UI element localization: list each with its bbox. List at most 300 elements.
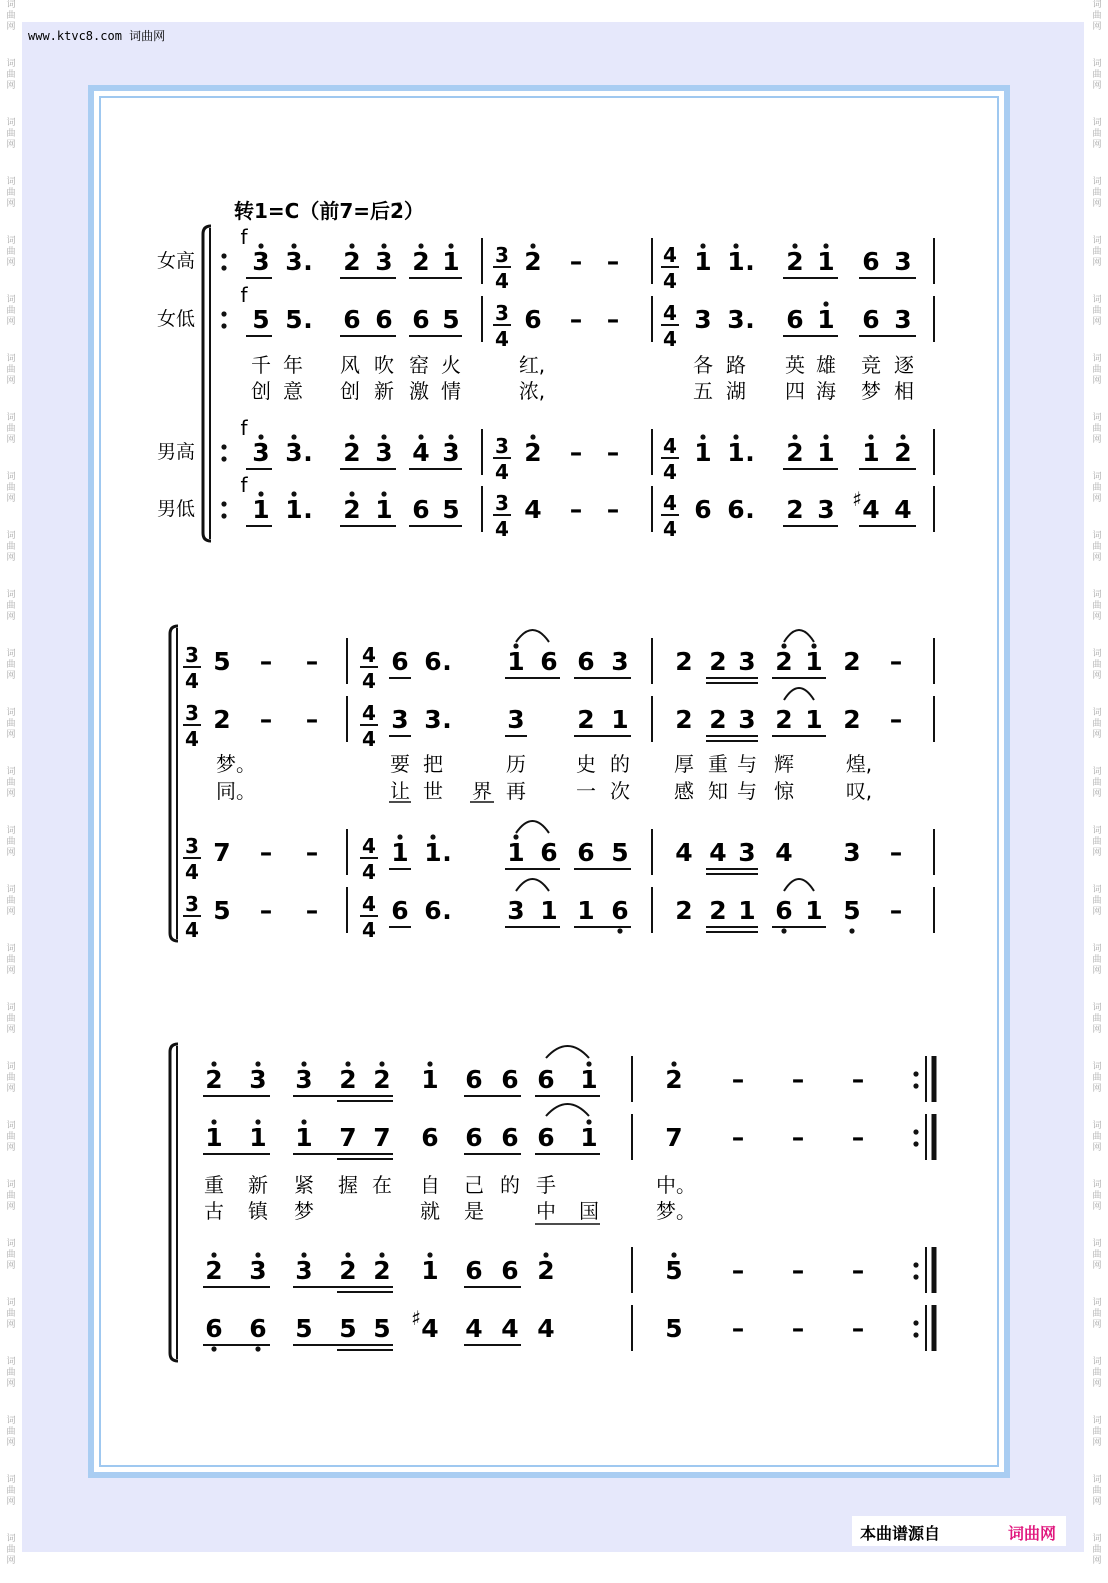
watermark-char: 词: [6, 177, 16, 187]
watermark-char: 词: [6, 118, 16, 128]
low-octave-dot: [617, 928, 622, 933]
note: 2: [339, 1065, 357, 1094]
part-label-alto: 女低: [157, 308, 196, 330]
lyric-verse1: 风: [340, 353, 360, 377]
note: 6: [611, 896, 629, 925]
bass-note: –: [606, 495, 620, 524]
soprano-note: 2: [524, 247, 542, 276]
lyric-verse2: 海: [816, 379, 836, 403]
watermark-char: 词: [1092, 708, 1102, 718]
lyric-verse2: 湖: [726, 379, 746, 403]
note: 7: [339, 1123, 357, 1152]
watermark-char: 网: [1092, 671, 1102, 681]
time-signature-bottom: 4: [663, 517, 677, 541]
lyric-verse1: 竞: [861, 353, 881, 377]
watermark-char: 曲: [1092, 70, 1102, 80]
note: 6: [421, 1123, 439, 1152]
lyric-verse1: 历: [506, 752, 526, 776]
watermark-char: 词: [6, 1416, 16, 1426]
lyric-verse2: 相: [894, 379, 914, 403]
time-signature-bottom: 4: [185, 918, 199, 942]
note: 7: [213, 838, 231, 867]
repeat-dot: [221, 456, 226, 461]
watermark-char: 网: [6, 848, 16, 858]
watermark-char: 网: [1092, 81, 1102, 91]
note: 4: [465, 1314, 483, 1343]
note: 2: [675, 705, 693, 734]
lyric-verse2: 四: [785, 379, 805, 403]
slur: [546, 1046, 589, 1058]
time-signature-bottom: 4: [185, 727, 199, 751]
time-signature-top: 3: [495, 243, 509, 267]
watermark-char: 曲: [6, 896, 16, 906]
watermark-char: 词: [6, 1298, 16, 1308]
bass-note: 1: [252, 495, 270, 524]
watermark-char: 网: [6, 376, 16, 386]
tenor-note: 1: [694, 438, 712, 467]
site-url[interactable]: www.ktvc8.com 词曲网: [28, 29, 166, 43]
time-signature-top: 3: [185, 643, 199, 667]
time-signature-bottom: 4: [495, 517, 509, 541]
note: 7: [665, 1123, 683, 1152]
watermark-char: 网: [1092, 1497, 1102, 1507]
lyric-verse2: 梦。: [656, 1199, 696, 1223]
watermark-char: 曲: [6, 11, 16, 21]
time-signature-top: 4: [362, 892, 376, 916]
time-signature-bottom: 4: [495, 460, 509, 484]
time-signature-bottom: 4: [362, 918, 376, 942]
watermark-char: 曲: [1092, 955, 1102, 965]
watermark-char: 网: [6, 966, 16, 976]
credit-label: 本曲谱源自: [860, 1524, 941, 1543]
low-octave-dot: [849, 928, 854, 933]
note: –: [259, 838, 273, 867]
note: –: [305, 896, 319, 925]
watermark-char: 词: [1092, 1180, 1102, 1190]
watermark-char: 词: [1092, 413, 1102, 423]
key-change: 转1=C（前7=后2̇）: [234, 199, 424, 223]
watermark-char: 词: [6, 1357, 16, 1367]
lyric-verse2: 中: [536, 1199, 556, 1223]
watermark-char: 网: [1092, 376, 1102, 386]
watermark-char: 曲: [6, 719, 16, 729]
watermark-char: 词: [6, 59, 16, 69]
note: 5: [213, 647, 231, 676]
watermark-char: 网: [6, 494, 16, 504]
note: 3: [295, 1256, 313, 1285]
note: 6: [465, 1256, 483, 1285]
watermark-char: 曲: [1092, 1368, 1102, 1378]
lyric-verse2: 创: [251, 379, 271, 403]
note: 4: [501, 1314, 519, 1343]
watermark-char: 网: [6, 317, 16, 327]
note: –: [851, 1065, 865, 1094]
lyric-verse2: 是: [464, 1199, 484, 1223]
tenor-note: 2: [786, 438, 804, 467]
watermark-char: 曲: [6, 483, 16, 493]
watermark-char: 词: [6, 0, 16, 10]
lyric-verse2: 知: [708, 779, 728, 803]
note: 1: [205, 1123, 223, 1152]
note: 6: [205, 1314, 223, 1343]
watermark-char: 网: [6, 1261, 16, 1271]
repeat-dot: [221, 501, 226, 506]
note: 4: [421, 1314, 439, 1343]
watermark-char: 词: [6, 295, 16, 305]
watermark-char: 词: [6, 1003, 16, 1013]
watermark-char: 词: [6, 472, 16, 482]
alto-note: 1: [817, 305, 835, 334]
alto-note: 6: [862, 305, 880, 334]
note: 6: [391, 647, 409, 676]
lyric-verse1: 路: [726, 353, 746, 377]
watermark-char: 网: [1092, 1084, 1102, 1094]
lyric-verse1: 窑: [409, 353, 429, 377]
bass-note: 4: [524, 495, 542, 524]
lyric-verse1: 吹: [374, 353, 394, 377]
note: 1: [580, 1065, 598, 1094]
note: 2: [373, 1065, 391, 1094]
soprano-note: 3: [285, 247, 303, 276]
low-octave-dot: [781, 928, 786, 933]
note: 2: [205, 1256, 223, 1285]
soprano-note: 6: [862, 247, 880, 276]
note: 5: [295, 1314, 313, 1343]
watermark-char: 曲: [1092, 837, 1102, 847]
note: 6: [465, 1065, 483, 1094]
lyric-verse2: 浓,: [518, 379, 546, 403]
watermark-char: 词: [1092, 236, 1102, 246]
repeat-dot: [221, 311, 226, 316]
note: 2: [213, 705, 231, 734]
note: –: [731, 1123, 745, 1152]
watermark-char: 曲: [1092, 306, 1102, 316]
lyric-verse1: 的: [500, 1173, 520, 1197]
soprano-note: 3: [894, 247, 912, 276]
alto-note: 6: [343, 305, 361, 334]
watermark-char: 网: [6, 553, 16, 563]
note: –: [851, 1256, 865, 1285]
repeat-dot: [913, 1274, 918, 1279]
watermark-char: 网: [1092, 1025, 1102, 1035]
time-signature-bottom: 4: [362, 727, 376, 751]
watermark-char: 网: [1092, 1202, 1102, 1212]
note: 6: [501, 1065, 519, 1094]
lyric-verse1: 要: [390, 752, 410, 776]
lyric-verse1: 千: [251, 353, 271, 377]
note: 2: [577, 705, 595, 734]
soprano-note: –: [569, 247, 583, 276]
watermark-char: 网: [1092, 1556, 1102, 1566]
tenor-note: –: [606, 438, 620, 467]
bass-note: 6: [412, 495, 430, 524]
watermark-char: 网: [1092, 966, 1102, 976]
watermark-char: 网: [1092, 258, 1102, 268]
note: 6: [775, 896, 793, 925]
watermark-char: 曲: [6, 1132, 16, 1142]
time-signature-top: 4: [362, 701, 376, 725]
watermark-char: 曲: [1092, 11, 1102, 21]
watermark-char: 曲: [6, 1073, 16, 1083]
watermark-char: 网: [1092, 1438, 1102, 1448]
watermark-char: 曲: [6, 365, 16, 375]
lyric-verse2: 情: [441, 379, 461, 403]
watermark-char: 词: [1092, 118, 1102, 128]
lyric-verse1: 红,: [518, 353, 546, 377]
watermark-char: 曲: [6, 1309, 16, 1319]
lyric-verse2: 国: [579, 1199, 599, 1223]
lyric-verse1: 新: [248, 1173, 268, 1197]
credit-logo[interactable]: 词曲网: [1008, 1524, 1057, 1543]
lyric-verse1: 辉: [774, 752, 794, 776]
time-signature-bottom: 4: [362, 669, 376, 693]
bass-note: 6: [694, 495, 712, 524]
watermark-char: 曲: [6, 1486, 16, 1496]
note: –: [791, 1256, 805, 1285]
note: 2: [775, 647, 793, 676]
watermark-char: 曲: [1092, 365, 1102, 375]
watermark-char: 曲: [6, 1427, 16, 1437]
augmentation-dot: .: [442, 838, 452, 867]
augmentation-dot: .: [442, 896, 452, 925]
watermark-char: 网: [1092, 907, 1102, 917]
alto-note: 6: [412, 305, 430, 334]
alto-note: 5: [252, 305, 270, 334]
repeat-dot: [221, 513, 226, 518]
lyric-verse1: 己: [464, 1173, 484, 1197]
note: 6: [465, 1123, 483, 1152]
note: 1: [540, 896, 558, 925]
repeat-dot: [913, 1332, 918, 1337]
watermark-char: 曲: [6, 424, 16, 434]
tenor-note: 3: [252, 438, 270, 467]
time-signature-bottom: 4: [663, 269, 677, 293]
note: 6: [540, 647, 558, 676]
tenor-note: 3: [442, 438, 460, 467]
watermark-char: 网: [6, 1143, 16, 1153]
lyric-verse2: 意: [283, 379, 303, 403]
watermark-char: 词: [1092, 177, 1102, 187]
repeat-dot: [221, 253, 226, 258]
note: 3: [249, 1256, 267, 1285]
alto-note: 3: [727, 305, 745, 334]
time-signature-bottom: 4: [495, 327, 509, 351]
tenor-note: 1: [817, 438, 835, 467]
tenor-note: 2: [894, 438, 912, 467]
note: 5: [611, 838, 629, 867]
watermark-char: 曲: [1092, 601, 1102, 611]
lyric-verse2: 一: [576, 779, 596, 803]
time-signature-top: 4: [663, 243, 677, 267]
watermark-char: 曲: [1092, 247, 1102, 257]
watermark-char: 网: [1092, 789, 1102, 799]
note: 3: [507, 705, 525, 734]
lyric-verse2: 新: [374, 379, 394, 403]
soprano-note: 1: [442, 247, 460, 276]
note: 1: [805, 647, 823, 676]
soprano-note: 3: [375, 247, 393, 276]
watermark-char: 曲: [1092, 188, 1102, 198]
time-signature-bottom: 4: [495, 269, 509, 293]
bass-note: 2: [786, 495, 804, 524]
lyric-verse1: 英: [785, 353, 805, 377]
watermark-char: 词: [1092, 1062, 1102, 1072]
watermark-char: 网: [6, 789, 16, 799]
alto-note: 6: [375, 305, 393, 334]
lyric-verse2: 梦: [861, 379, 881, 403]
note: 3: [249, 1065, 267, 1094]
note: 5: [665, 1256, 683, 1285]
watermark-char: 词: [1092, 1475, 1102, 1485]
note: 1: [507, 838, 525, 867]
alto-note: 6: [524, 305, 542, 334]
time-signature-top: 4: [663, 301, 677, 325]
watermark-char: 曲: [6, 837, 16, 847]
note: 6: [391, 896, 409, 925]
note: 3: [843, 838, 861, 867]
lyric-verse1: 的: [610, 752, 630, 776]
lyric-verse2: 激: [409, 379, 429, 403]
alto-note: 6: [786, 305, 804, 334]
watermark-char: 词: [1092, 1239, 1102, 1249]
tenor-note: 3: [375, 438, 393, 467]
watermark-char: 曲: [1092, 1073, 1102, 1083]
watermark-char: 曲: [6, 1191, 16, 1201]
part-label-tenor: 男高: [157, 441, 196, 463]
time-signature-top: 4: [362, 834, 376, 858]
watermark-char: 曲: [1092, 483, 1102, 493]
watermark-char: 网: [6, 199, 16, 209]
augmentation-dot: .: [303, 495, 313, 524]
bass-note: –: [569, 495, 583, 524]
watermark-char: 曲: [1092, 129, 1102, 139]
watermark-char: 网: [1092, 140, 1102, 150]
watermark-char: 网: [6, 1025, 16, 1035]
augmentation-dot: .: [303, 438, 313, 467]
note: 6: [249, 1314, 267, 1343]
note: 4: [709, 838, 727, 867]
tenor-note: –: [569, 438, 583, 467]
lyric-verse1: 握: [338, 1173, 358, 1197]
watermark-char: 词: [1092, 354, 1102, 364]
repeat-dot: [913, 1141, 918, 1146]
note: 3: [424, 705, 442, 734]
watermark-char: 词: [6, 649, 16, 659]
watermark-char: 网: [6, 612, 16, 622]
watermark-char: 词: [6, 531, 16, 541]
note: 1: [805, 896, 823, 925]
watermark-char: 词: [1092, 826, 1102, 836]
watermark-char: 网: [6, 907, 16, 917]
lyric-verse1: 手: [536, 1173, 556, 1197]
bass-note: 5: [442, 495, 460, 524]
note: 7: [373, 1123, 391, 1152]
note: –: [731, 1065, 745, 1094]
note: –: [259, 647, 273, 676]
note: –: [305, 838, 319, 867]
watermark-char: 词: [1092, 590, 1102, 600]
watermark-char: 曲: [6, 955, 16, 965]
note: 2: [843, 647, 861, 676]
note: 5: [843, 896, 861, 925]
watermark-char: 网: [6, 730, 16, 740]
repeat-dot: [913, 1071, 918, 1076]
lyric-verse2: 叹,: [845, 779, 873, 803]
alto-note: 3: [894, 305, 912, 334]
note: –: [731, 1256, 745, 1285]
note: 1: [577, 896, 595, 925]
lyric-verse2: 古: [204, 1199, 224, 1223]
time-signature-bottom: 4: [185, 860, 199, 884]
time-signature-top: 3: [185, 892, 199, 916]
alto-note: 3: [694, 305, 712, 334]
slur: [516, 879, 549, 891]
watermark-char: 词: [1092, 1357, 1102, 1367]
watermark-char: 曲: [1092, 719, 1102, 729]
lyric-verse2: 五: [693, 379, 713, 403]
note: 2: [537, 1256, 555, 1285]
low-octave-dot: [211, 1346, 216, 1351]
note: 1: [611, 705, 629, 734]
lyric-verse1: 中。: [656, 1173, 696, 1197]
note: 2: [675, 896, 693, 925]
note: 2: [775, 705, 793, 734]
watermark-char: 曲: [6, 247, 16, 257]
time-signature-top: 4: [663, 491, 677, 515]
repeat-dot: [221, 444, 226, 449]
tenor-note: 1: [862, 438, 880, 467]
repeat-dot: [913, 1262, 918, 1267]
watermark-char: 曲: [1092, 424, 1102, 434]
soprano-note: –: [606, 247, 620, 276]
watermark-char: 曲: [1092, 542, 1102, 552]
lyric-verse2: 世: [423, 779, 443, 803]
slur: [784, 688, 814, 700]
note: 6: [537, 1123, 555, 1152]
lyric-verse2: 就: [420, 1199, 440, 1223]
time-signature-top: 3: [495, 491, 509, 515]
note: 6: [577, 647, 595, 676]
watermark-char: 网: [6, 1438, 16, 1448]
lyric-verse2: 创: [340, 379, 360, 403]
watermark-char: 网: [6, 258, 16, 268]
watermark-char: 词: [1092, 531, 1102, 541]
watermark-char: 词: [6, 826, 16, 836]
note: 6: [577, 838, 595, 867]
watermark-char: 曲: [1092, 1486, 1102, 1496]
note: 6: [424, 647, 442, 676]
watermark-char: 曲: [6, 778, 16, 788]
soprano-note: 1: [694, 247, 712, 276]
time-signature-bottom: 4: [185, 669, 199, 693]
lyric-verse1: 自: [420, 1173, 440, 1197]
watermark-char: 词: [1092, 885, 1102, 895]
note: 1: [580, 1123, 598, 1152]
note: –: [851, 1123, 865, 1152]
augmentation-dot: .: [442, 647, 452, 676]
note: 2: [675, 647, 693, 676]
sharp-sign: ♯: [852, 487, 862, 511]
time-signature-bottom: 4: [362, 860, 376, 884]
lyric-verse1: 与: [737, 752, 757, 776]
alto-note: –: [569, 305, 583, 334]
lyric-verse1: 梦。: [216, 752, 256, 776]
watermark-char: 曲: [1092, 1545, 1102, 1555]
note: –: [791, 1314, 805, 1343]
watermark-char: 网: [6, 140, 16, 150]
lyric-verse2: 感: [674, 779, 694, 803]
lyric-verse1: 煌,: [845, 752, 873, 776]
